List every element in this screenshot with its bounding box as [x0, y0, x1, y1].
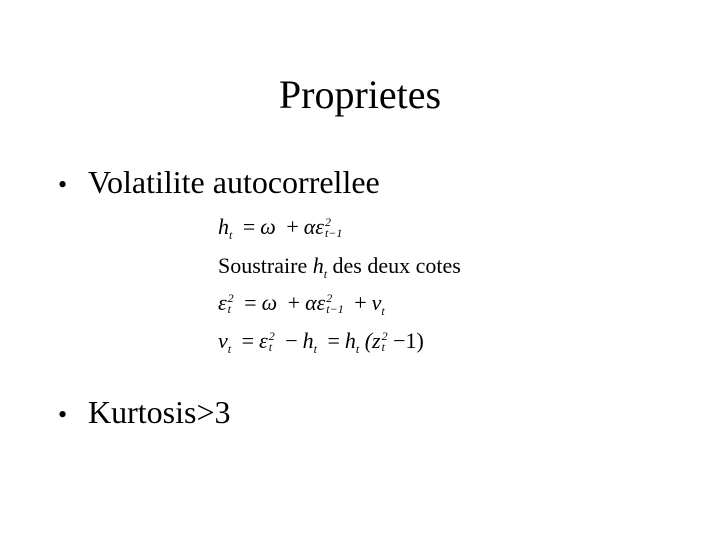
sup-sub-stack [381, 328, 388, 354]
var-epsilon: ε [259, 328, 268, 353]
sup-sub-stack [324, 214, 343, 240]
formula-line-3 [218, 290, 385, 319]
var-h: h [218, 214, 229, 239]
var-alpha-epsilon: αε [305, 290, 326, 315]
formula-line-4 [218, 328, 424, 357]
sup-sub-stack [227, 290, 234, 316]
var-omega: ω [261, 290, 278, 315]
bullet-kurtosis [58, 392, 231, 435]
op-equals: = [241, 328, 255, 353]
var-epsilon: ε [218, 290, 227, 315]
paren-minus-1: −1) [393, 328, 424, 353]
sup-sub-stack [326, 290, 344, 316]
var-v: v [218, 328, 228, 353]
var-alpha-epsilon: αε [303, 214, 324, 239]
slide-title: Proprietes [278, 72, 442, 117]
formula-line-1 [218, 214, 343, 243]
op-equals: = [327, 328, 340, 353]
op-plus: + [286, 214, 299, 239]
sub-t: t [268, 339, 273, 354]
op-equals: = [244, 290, 257, 315]
var-omega: ω [260, 214, 276, 239]
sup-2: 2 [381, 328, 388, 343]
sub-t: t [313, 342, 317, 357]
bullet-text: Kurtosis>3 [88, 394, 231, 430]
sub-t: t [229, 228, 233, 243]
sup-2: 2 [268, 328, 275, 343]
paren-z: (z [364, 328, 381, 353]
sub-t: t [227, 342, 232, 357]
bullet-text: Volatilite autocorrellee [88, 164, 380, 200]
op-plus: + [354, 290, 367, 315]
op-minus: − [285, 328, 298, 353]
sub-t: t [227, 301, 232, 316]
sup-2: 2 [326, 290, 333, 305]
sub-t-minus-1: t−1 [326, 301, 344, 316]
bullet-marker: • [58, 170, 68, 199]
sub-t: t [381, 339, 385, 354]
sup-2: 2 [227, 290, 234, 305]
sub-t: t [323, 267, 328, 282]
sub-t: t [381, 304, 385, 319]
formula-line-2 [218, 253, 461, 282]
var-h: h [312, 253, 324, 278]
text-des-deux-cotes: des deux cotes [332, 253, 461, 278]
sub-t-minus-1: t−1 [324, 225, 343, 240]
var-h: h [344, 328, 356, 353]
op-equals: = [242, 214, 256, 239]
sup-sub-stack [268, 328, 275, 354]
sup-2: 2 [324, 214, 331, 229]
var-h: h [302, 328, 314, 353]
sub-t: t [355, 342, 360, 357]
var-v: v [371, 290, 382, 315]
text-soustraire: Soustraire [218, 253, 308, 278]
op-plus: + [287, 290, 301, 315]
bullet-volatilite [58, 162, 380, 205]
bullet-marker: • [58, 400, 68, 429]
